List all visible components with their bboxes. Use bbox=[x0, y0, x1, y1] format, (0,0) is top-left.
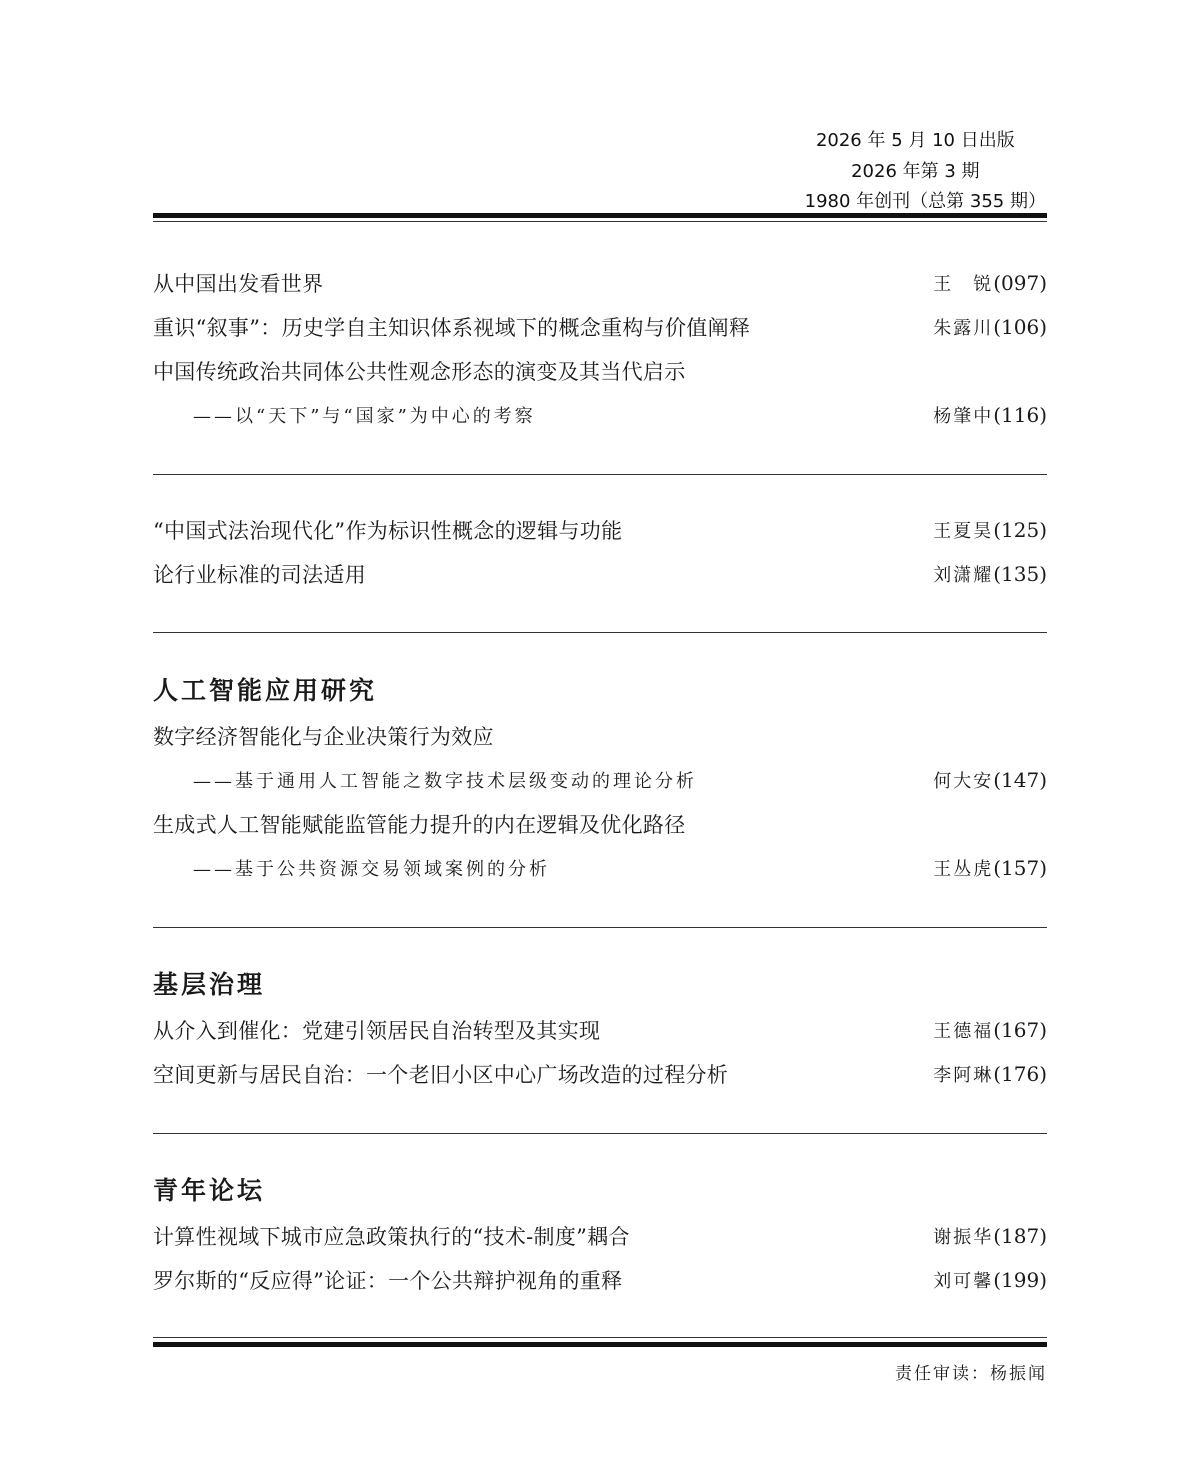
article-author: 李阿琳 bbox=[933, 1065, 994, 1086]
toc-entry[interactable] bbox=[153, 1221, 1047, 1251]
article-author: 朱露川 bbox=[933, 318, 994, 339]
section-divider bbox=[153, 927, 1047, 928]
toc-entry[interactable] bbox=[153, 1015, 1047, 1045]
article-page: (167) bbox=[993, 1018, 1047, 1042]
article-subtitle: ——基于通用人工智能之数字技术层级变动的理论分析 bbox=[193, 771, 697, 792]
toc-entry-subtitle-row bbox=[153, 853, 1047, 883]
article-page: (125) bbox=[993, 518, 1047, 542]
article-page: (147) bbox=[993, 768, 1047, 792]
article-author: 刘可馨 bbox=[933, 1271, 994, 1292]
header-rule-thin bbox=[153, 221, 1047, 222]
section-divider bbox=[153, 474, 1047, 475]
article-author: 王丛虎 bbox=[933, 859, 994, 880]
article-author: 何大安 bbox=[933, 771, 994, 792]
toc-entry[interactable] bbox=[153, 268, 1047, 298]
article-subtitle: ——基于公共资源交易领域案例的分析 bbox=[193, 859, 550, 880]
footer-rule-thick bbox=[153, 1342, 1047, 1347]
article-title: 空间更新与居民自治：一个老旧小区中心广场改造的过程分析 bbox=[153, 1063, 729, 1087]
article-title: 论行业标准的司法适用 bbox=[153, 563, 366, 587]
toc-entry[interactable] bbox=[153, 809, 1047, 839]
article-page: (176) bbox=[993, 1062, 1047, 1086]
article-page: (187) bbox=[993, 1224, 1047, 1248]
toc-entry[interactable] bbox=[153, 721, 1047, 751]
article-title: 数字经济智能化与企业决策行为效应 bbox=[153, 725, 494, 749]
toc-entry[interactable] bbox=[153, 559, 1047, 589]
article-title: 罗尔斯的“反应得”论证：一个公共辩护视角的重释 bbox=[153, 1269, 623, 1293]
article-title: 从中国出发看世界 bbox=[153, 272, 324, 296]
founded-info: 1980 年创刊（总第 355 期） bbox=[804, 191, 1046, 212]
section-divider bbox=[153, 1133, 1047, 1134]
toc-entry[interactable] bbox=[153, 1059, 1047, 1089]
toc-entry-subtitle-row bbox=[153, 765, 1047, 795]
article-subtitle: ——以“天下”与“国家”为中心的考察 bbox=[193, 406, 536, 427]
article-page: (106) bbox=[993, 315, 1047, 339]
toc-entry[interactable] bbox=[153, 515, 1047, 545]
article-title: 重识“叙事”：历史学自主知识体系视域下的概念重构与价值阐释 bbox=[153, 316, 751, 340]
article-page: (116) bbox=[993, 403, 1047, 427]
issue-info bbox=[804, 126, 1046, 218]
article-page: (097) bbox=[993, 271, 1047, 295]
section-heading: 基层治理 bbox=[153, 970, 266, 999]
article-author: 刘潇耀 bbox=[933, 565, 994, 586]
article-author: 王夏昊 bbox=[933, 521, 994, 542]
reviewer-credit: 责任审读：杨振闻 bbox=[895, 1364, 1047, 1384]
toc-entry[interactable] bbox=[153, 356, 1047, 386]
article-title: 从介入到催化：党建引领居民自治转型及其实现 bbox=[153, 1019, 601, 1043]
article-author: 王 锐 bbox=[933, 274, 994, 295]
section-divider bbox=[153, 632, 1047, 633]
section-heading: 人工智能应用研究 bbox=[153, 676, 378, 705]
article-page: (199) bbox=[993, 1268, 1047, 1292]
article-author: 王德福 bbox=[933, 1021, 994, 1042]
article-title: 中国传统政治共同体公共性观念形态的演变及其当代启示 bbox=[153, 360, 686, 384]
toc-entry[interactable] bbox=[153, 312, 1047, 342]
article-title: “中国式法治现代化”作为标识性概念的逻辑与功能 bbox=[153, 519, 623, 543]
toc-entry-subtitle-row bbox=[153, 400, 1047, 430]
article-title: 生成式人工智能赋能监管能力提升的内在逻辑及优化路径 bbox=[153, 813, 686, 837]
article-page: (157) bbox=[993, 856, 1047, 880]
publish-date: 2026 年 5 月 10 日出版 bbox=[815, 130, 1015, 151]
article-title: 计算性视域下城市应急政策执行的“技术-制度”耦合 bbox=[153, 1225, 630, 1249]
article-author: 杨肇中 bbox=[933, 406, 994, 427]
toc-entry[interactable] bbox=[153, 1265, 1047, 1295]
footer-rule-thin bbox=[153, 1337, 1047, 1338]
header-rule-thick bbox=[153, 213, 1047, 218]
article-page: (135) bbox=[993, 562, 1047, 586]
issue-number: 2026 年第 3 期 bbox=[851, 160, 980, 182]
article-author: 谢振华 bbox=[933, 1227, 994, 1248]
section-heading: 青年论坛 bbox=[153, 1176, 266, 1205]
